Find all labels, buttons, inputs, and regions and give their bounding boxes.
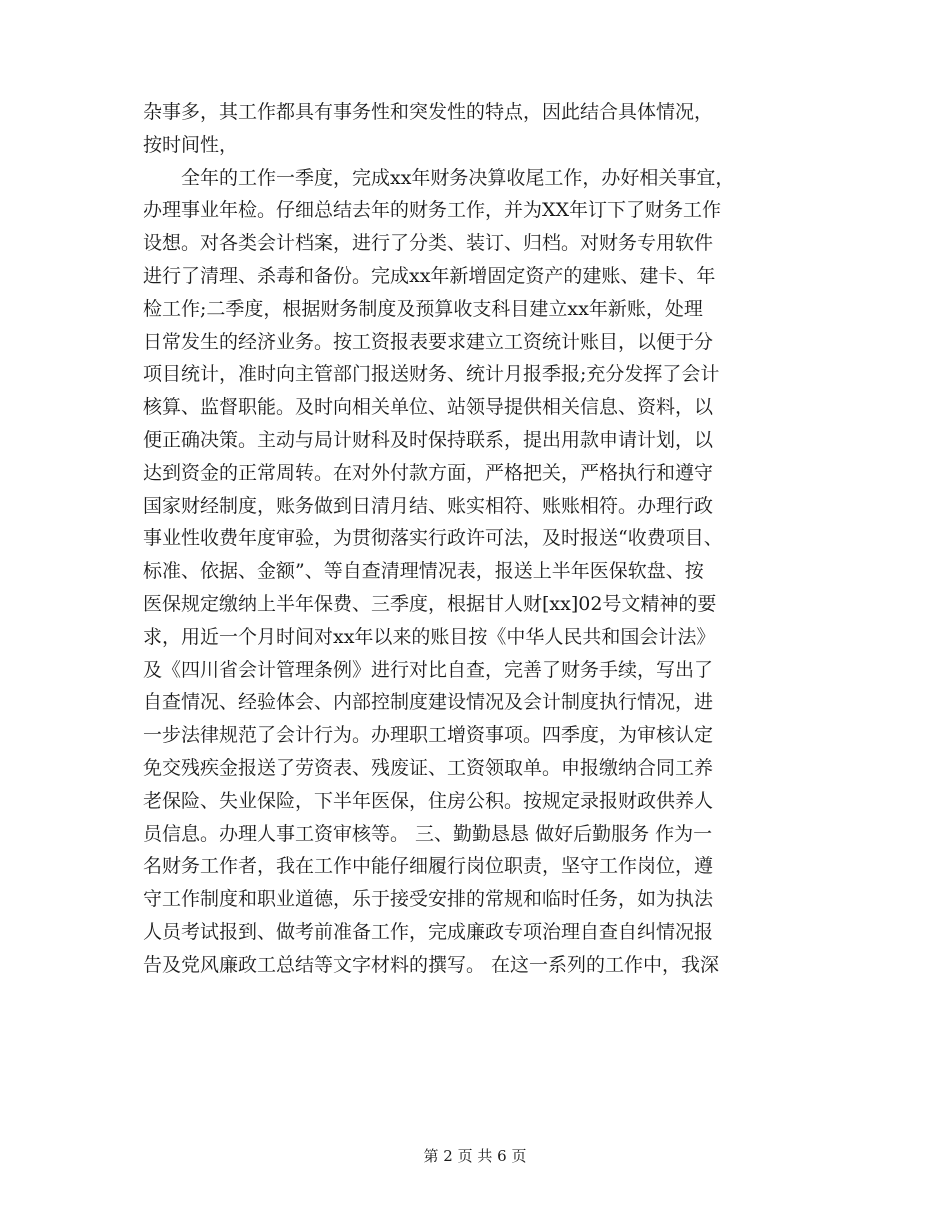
text-line: 事业性收费年度审验，为贯彻落实行政许可法，及时报送“收费项目、 [143, 527, 723, 550]
text-line: 求，用近一个月时间对xx年以来的账目按《中华人民共和国会计法》 [143, 625, 716, 648]
text-line: 自查情况、经验体会、内部控制度建设情况及会计制度执行情况，进 [143, 691, 714, 714]
page-number-footer: 第 2 页 共 6 页 [423, 1147, 527, 1165]
text-line: 名财务工作者，我在工作中能仔细履行岗位职责，坚守工作岗位，遵 [143, 855, 714, 878]
text-line: 按时间性， [143, 133, 239, 156]
text-line: 项目统计，准时向主管部门报送财务、统计月报季报;充分发挥了会计 [143, 363, 720, 386]
text-line: 办理事业年检。仔细总结去年的财务工作，并为XX年订下了财务工作 [143, 199, 722, 222]
document-body [143, 96, 833, 982]
text-line: 进行了清理、杀毒和备份。完成xx年新增固定资产的建账、建卡、年 [143, 264, 716, 287]
text-line: 老保险、失业保险，下半年医保，住房公积。按规定录报财政供养人 [143, 789, 714, 812]
text-line: 设想。对各类会计档案，进行了分类、装订、归档。对财务专用软件 [143, 232, 714, 255]
text-line: 及《四川省会计管理条例》进行对比自查，完善了财务手续，写出了 [143, 658, 714, 681]
text-line: 一步法律规范了会计行为。办理职工增资事项。四季度，为审核认定 [143, 724, 714, 747]
text-line: 杂事多，其工作都具有事务性和突发性的特点，因此结合具体情况， [143, 101, 714, 123]
text-line: 标准、依据、金额”、等自查清理情况表，报送上半年医保软盘、按 [143, 560, 704, 583]
text-line: 检工作;二季度，根据财务制度及预算收支科目建立xx年新账，处理 [143, 297, 703, 320]
text-line: 免交残疾金报送了劳资表、残废证、工资领取单。申报缴纳合同工养 [143, 756, 714, 779]
text-line: 便正确决策。主动与局计财科及时保持联系，提出用款申请计划，以 [143, 428, 714, 451]
text-line: 守工作制度和职业道德，乐于接受安排的常规和临时任务，如为执法 [143, 888, 714, 911]
text-line: 医保规定缴纳上半年保费、三季度，根据甘人财[xx]02号文精神的要 [143, 592, 717, 615]
text-line: 达到资金的正常周转。在对外付款方面，严格把关，严格执行和遵守 [143, 461, 714, 484]
text-line: 国家财经制度，账务做到日清月结、账实相符、账账相符。办理行政 [143, 494, 714, 517]
text-line: 人员考试报到、做考前准备工作，完成廉政专项治理自查自纠情况报 [143, 920, 714, 943]
text-line: 全年的工作一季度，完成xx年财务决算收尾工作，办好相关事宜， [143, 166, 735, 189]
text-line: 员信息。办理人事工资审核等。 三、勤勤恳恳 做好后勤服务 作为一 [143, 822, 713, 845]
text-line: 日常发生的经济业务。按工资报表要求建立工资统计账目，以便于分 [143, 330, 714, 353]
text-line: 告及党风廉政工总结等文字材料的撰写。 在这一系列的工作中，我深 [143, 953, 720, 976]
text-line: 核算、监督职能。及时向相关单位、站领导提供相关信息、资料，以 [143, 396, 714, 419]
